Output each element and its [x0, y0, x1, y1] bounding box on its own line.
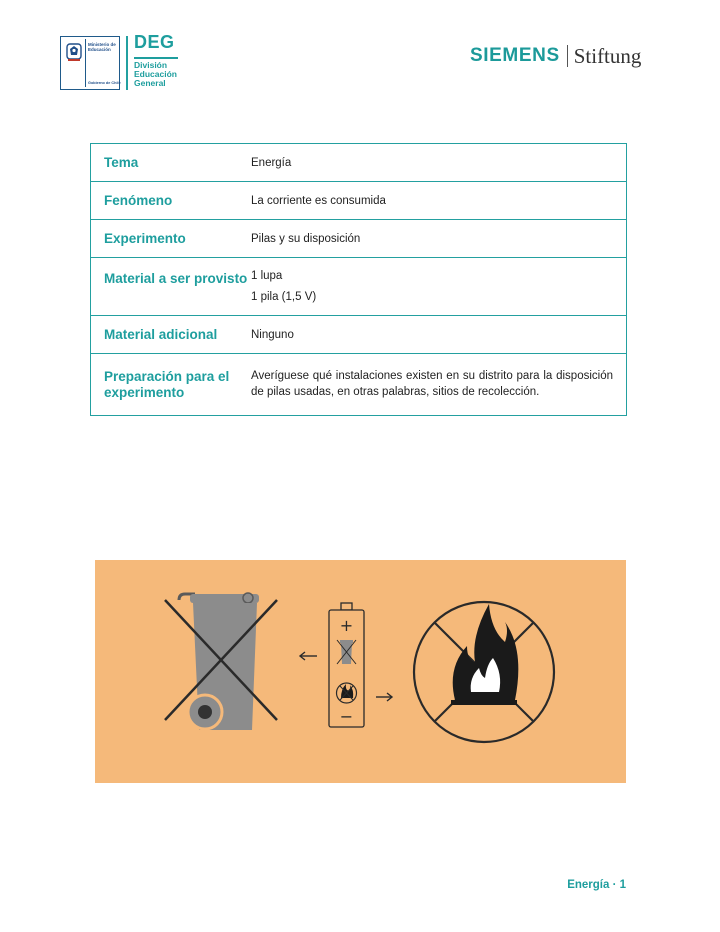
material-list [251, 258, 626, 315]
preparacion-value: Averíguese qué instalaciones existen en su distrito para la disposición de pilas usadas, en otras palabras, sitios de recolección. [251, 370, 613, 398]
crossed-out-trash-bin-icon [165, 593, 277, 730]
material-adicional-label: Material adicional [104, 326, 218, 342]
experimento-value: Pilas y su disposición [251, 232, 361, 245]
government-label: Gobierno de Chile [88, 81, 121, 85]
deg-acronym: DEG [134, 32, 175, 52]
table-row-tema [91, 144, 626, 182]
battery-minus-label: − [339, 707, 354, 726]
ministry-logo [60, 36, 120, 90]
arrow-left-icon [300, 652, 317, 660]
crossed-out-fire-icon [414, 602, 554, 742]
tema-label: Tema [104, 154, 139, 170]
deg-divider [126, 36, 128, 90]
tema-value: Energía [251, 156, 292, 169]
siemens-brand: SIEMENS [470, 45, 560, 66]
table-row-preparacion [91, 354, 626, 415]
table-row-material [91, 258, 626, 316]
preparacion-label: Preparación para el experimento [104, 368, 230, 400]
page-footer: Energía · 1 [567, 879, 626, 891]
battery-disposal-illustration [95, 560, 626, 783]
deg-underline [134, 57, 178, 59]
ministry-title: Ministerio de Educación [88, 42, 116, 52]
table-row-fenomeno [91, 182, 626, 220]
chile-crest-icon [65, 41, 83, 63]
logo-separator [567, 45, 568, 67]
arrow-right-icon [376, 693, 392, 701]
siemens-stiftung-logo [470, 43, 641, 69]
material-item: 1 pila (1,5 V) [251, 290, 317, 303]
fenomeno-label: Fenómeno [104, 192, 173, 208]
battery-plus-label: + [339, 616, 354, 635]
material-adicional-value: Ninguno [251, 328, 294, 341]
experiment-info-table [90, 143, 627, 416]
fenomeno-value: La corriente es consumida [251, 194, 386, 207]
table-row-experimento [91, 220, 626, 258]
material-item: 1 lupa [251, 269, 283, 282]
stiftung-label: Stiftung [573, 43, 642, 68]
experimento-label: Experimento [104, 230, 186, 246]
deg-full-name: División Educación General [134, 60, 177, 88]
material-label: Material a ser provisto [104, 271, 248, 286]
battery-icon [329, 603, 364, 727]
table-row-material-adicional [91, 316, 626, 354]
